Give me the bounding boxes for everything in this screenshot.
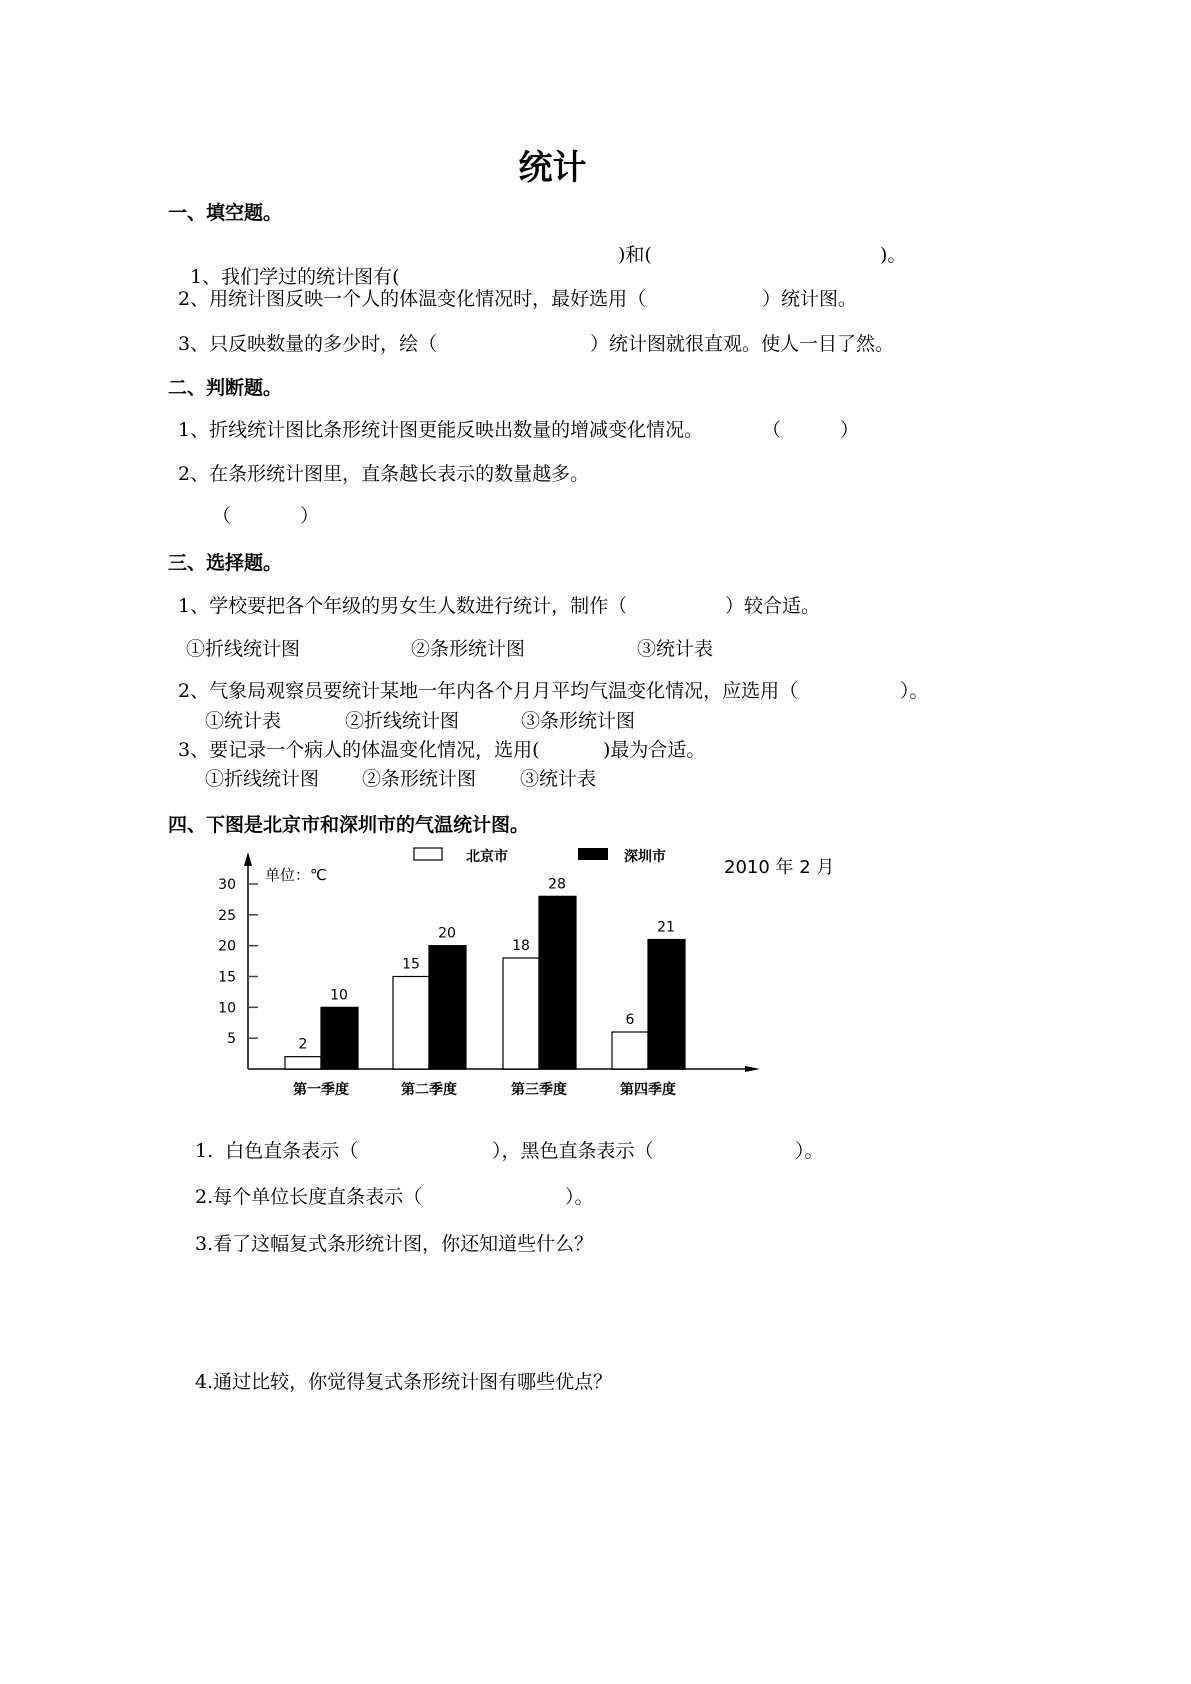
section-heading-chart: 四、下图是北京市和深圳市的气温统计图。 bbox=[168, 814, 530, 836]
option-2: ②条形统计图 bbox=[362, 768, 477, 790]
bar-value-label: 2 bbox=[298, 1036, 308, 1053]
question-2-1: 1、折线统计图比条形统计图更能反映出数量的增减变化情况。 bbox=[178, 419, 704, 441]
bar-value-label: 6 bbox=[625, 1012, 635, 1028]
question-4-4: 4.通过比较，你觉得复式条形统计图有哪些优点？ bbox=[195, 1371, 613, 1393]
y-tick-label: 25 bbox=[218, 907, 236, 924]
legend-label-beijing: 北京市 bbox=[466, 849, 508, 865]
question-1-3-end: ）统计图就很直观。使人一目了然。 bbox=[590, 333, 895, 355]
option-3: ③统计表 bbox=[520, 768, 597, 790]
question-3-3: 3、要记录一个病人的体温变化情况，选用( bbox=[178, 739, 540, 761]
bar-value-label: 21 bbox=[657, 919, 675, 936]
answer-bracket-open: （ bbox=[212, 505, 232, 527]
x-axis-arrow-icon bbox=[745, 1066, 760, 1072]
y-tick-label: 5 bbox=[227, 1031, 236, 1048]
question-1-1: 1、我们学过的统计图有( bbox=[190, 266, 400, 288]
bar-shenzhen bbox=[429, 946, 466, 1069]
question-3-2-end: ）。 bbox=[900, 680, 929, 702]
question-4-2: 2.每个单位长度直条表示（ bbox=[195, 1186, 423, 1208]
y-axis-arrow-icon bbox=[244, 852, 252, 866]
date-label: 2010 年 2 月 bbox=[724, 857, 835, 878]
page-title: 统计 bbox=[518, 148, 587, 188]
question-1-2: 2、用统计图反映一个人的体温变化情况时，最好选用（ bbox=[178, 288, 647, 310]
section-heading-true-false: 二、判断题。 bbox=[168, 377, 283, 399]
question-4-2-end: ）。 bbox=[565, 1186, 594, 1208]
question-4-1-mid: ），黑色直条表示（ bbox=[492, 1140, 654, 1162]
bar-value-label: 10 bbox=[330, 987, 348, 1004]
legend-swatch-shenzhen bbox=[578, 848, 608, 860]
question-1-3: 3、只反映数量的多少时，绘（ bbox=[178, 333, 438, 355]
question-4-1-end: ）。 bbox=[795, 1140, 824, 1162]
answer-bracket-close: ） bbox=[300, 505, 320, 527]
category-label: 第二季度 bbox=[401, 1082, 457, 1098]
question-1-1-and: )和( bbox=[618, 244, 652, 266]
option-1: ①折线统计图 bbox=[205, 768, 320, 790]
category-label: 第四季度 bbox=[620, 1082, 676, 1098]
bar-value-label: 20 bbox=[438, 925, 456, 942]
category-label: 第一季度 bbox=[293, 1082, 349, 1098]
bar-beijing bbox=[612, 1032, 648, 1069]
bar-beijing bbox=[393, 977, 429, 1070]
question-1-1-end: )。 bbox=[880, 244, 907, 266]
question-4-1: 1. 白色直条表示（ bbox=[195, 1140, 359, 1162]
question-2-2: 2、在条形统计图里，直条越长表示的数量越多。 bbox=[178, 463, 590, 485]
option-1: ①统计表 bbox=[205, 710, 282, 732]
section-heading-fill-in: 一、填空题。 bbox=[168, 202, 283, 224]
bar-shenzhen bbox=[648, 940, 685, 1070]
question-3-3-end: )最为合适。 bbox=[603, 739, 706, 761]
bar-shenzhen bbox=[539, 896, 576, 1069]
option-1: ①折线统计图 bbox=[186, 638, 301, 660]
option-3: ③条形统计图 bbox=[521, 710, 636, 732]
option-2: ②条形统计图 bbox=[411, 638, 526, 660]
bar-beijing bbox=[503, 958, 539, 1069]
bar-shenzhen bbox=[321, 1007, 358, 1069]
y-tick-label: 20 bbox=[218, 938, 236, 955]
question-4-3: 3.看了这幅复式条形统计图，你还知道些什么？ bbox=[195, 1233, 594, 1255]
unit-label: 单位：℃ bbox=[265, 866, 327, 884]
question-3-1: 1、学校要把各个年级的男女生人数进行统计，制作（ bbox=[178, 595, 628, 617]
question-1-2-end: ）统计图。 bbox=[762, 288, 858, 310]
bar-beijing bbox=[285, 1057, 321, 1069]
option-3: ③统计表 bbox=[637, 638, 714, 660]
bar-value-label: 18 bbox=[512, 938, 530, 954]
y-tick-label: 10 bbox=[218, 1000, 236, 1017]
bar-value-label: 28 bbox=[548, 876, 566, 893]
question-3-2: 2、气象局观察员要统计某地一年内各个月月平均气温变化情况，应选用（ bbox=[178, 680, 799, 702]
option-2: ②折线统计图 bbox=[345, 710, 460, 732]
category-label: 第三季度 bbox=[511, 1082, 567, 1098]
answer-bracket-close: ） bbox=[840, 419, 860, 441]
legend-label-shenzhen: 深圳市 bbox=[624, 849, 666, 865]
bar-value-label: 15 bbox=[402, 956, 420, 973]
answer-bracket-open: （ bbox=[762, 419, 782, 441]
y-tick-label: 15 bbox=[218, 969, 236, 986]
y-tick-label: 30 bbox=[218, 877, 236, 893]
section-heading-multiple-choice: 三、选择题。 bbox=[168, 552, 283, 574]
question-3-1-end: ）较合适。 bbox=[725, 595, 821, 617]
legend-swatch-beijing bbox=[414, 848, 442, 860]
